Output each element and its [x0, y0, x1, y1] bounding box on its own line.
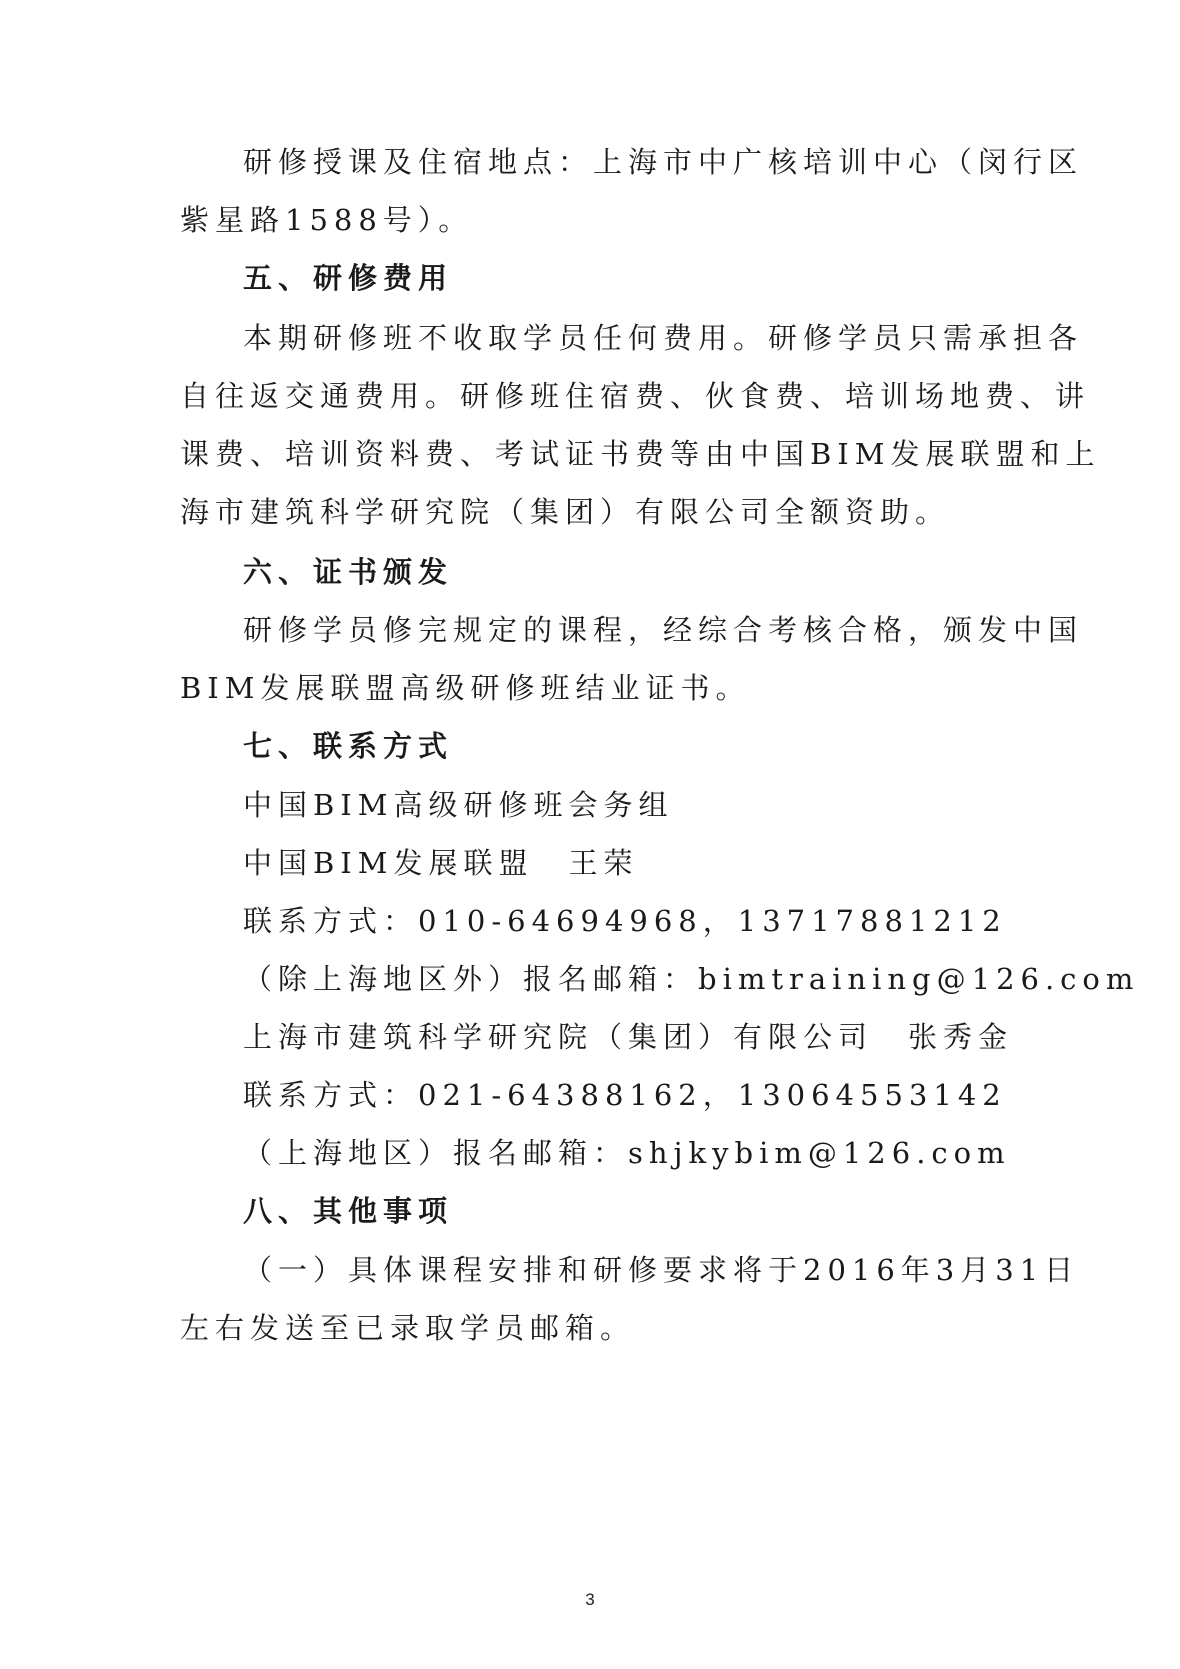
contact-person-2: 上海市建筑科学研究院（集团）有限公司 张秀金 — [243, 1020, 1014, 1054]
contact-phone-1: 联系方式：010-64694968，13717881212 — [243, 904, 1007, 938]
contact-person-1: 中国BIM发展联盟 王荣 — [243, 846, 639, 880]
fees-line-2: 自往返交通费用。研修班住宿费、伙食费、培训场地费、讲 — [180, 379, 1091, 413]
venue-line-1: 研修授课及住宿地点：上海市中广核培训中心（闵行区 — [243, 145, 1084, 179]
other-line-2: 左右发送至已录取学员邮箱。 — [180, 1311, 636, 1345]
fees-line-3: 课费、培训资料费、考试证书费等由中国BIM发展联盟和上 — [180, 437, 1101, 471]
venue-line-2: 紫星路1588号）。 — [180, 203, 474, 237]
section-heading-other: 八、其他事项 — [243, 1194, 454, 1228]
section-heading-fees: 五、研修费用 — [243, 261, 454, 295]
section-heading-contact: 七、联系方式 — [243, 729, 454, 763]
fees-line-1: 本期研修班不收取学员任何费用。研修学员只需承担各 — [243, 321, 1084, 355]
fees-line-4: 海市建筑科学研究院（集团）有限公司全额资助。 — [180, 495, 951, 529]
contact-email-1: （除上海地区外）报名邮箱：bimtraining@126.com — [243, 962, 1140, 996]
certificate-line-2: BIM发展联盟高级研修班结业证书。 — [180, 671, 751, 705]
page-number: 3 — [585, 1590, 595, 1609]
certificate-line-1: 研修学员修完规定的课程，经综合考核合格，颁发中国 — [243, 613, 1084, 647]
contact-group: 中国BIM高级研修班会务组 — [243, 788, 674, 822]
contact-phone-2: 联系方式：021-64388162，13064553142 — [243, 1078, 1007, 1112]
section-heading-certificate: 六、证书颁发 — [243, 555, 454, 589]
contact-email-2: （上海地区）报名邮箱：shjkybim@126.com — [243, 1136, 1011, 1170]
other-line-1: （一）具体课程安排和研修要求将于2016年3月31日 — [243, 1253, 1080, 1287]
